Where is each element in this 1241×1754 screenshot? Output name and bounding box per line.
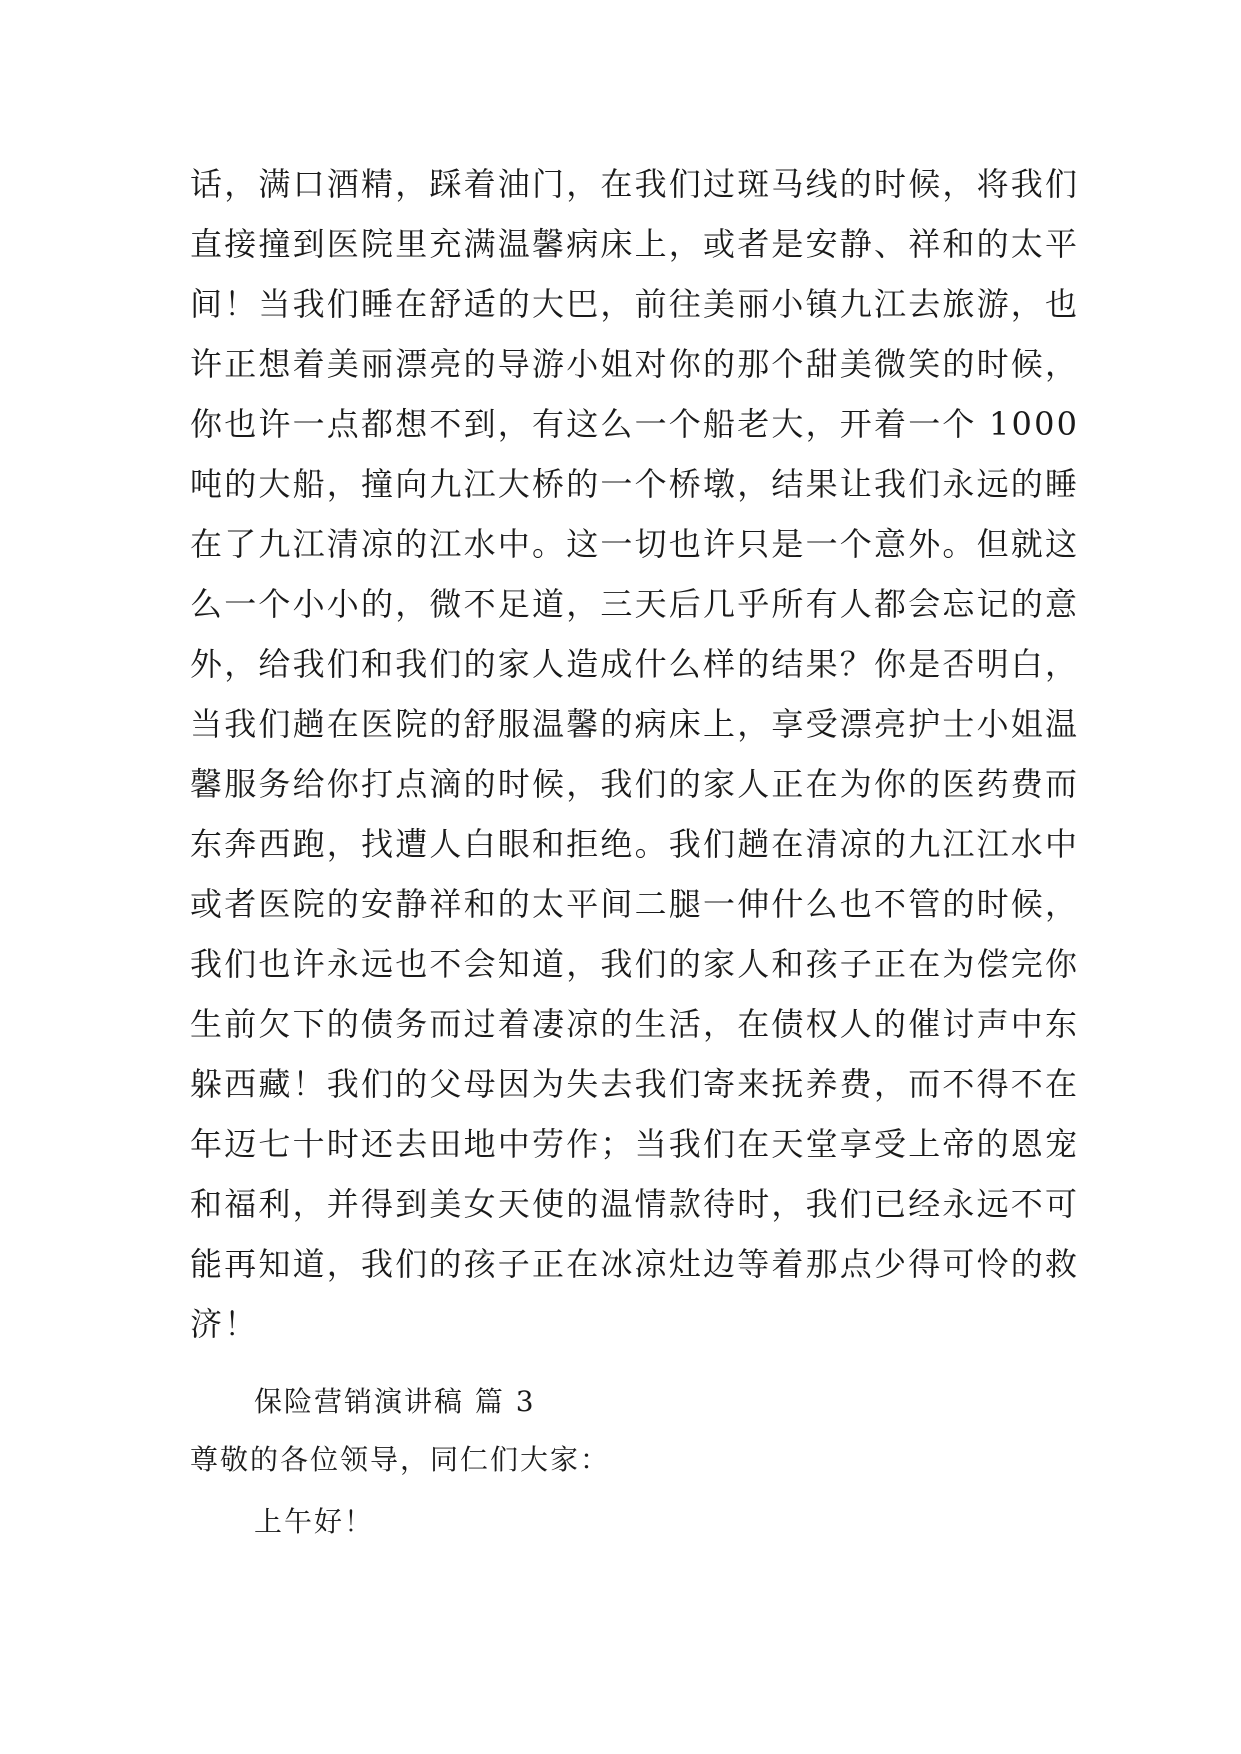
body-line: 躲西藏！我们的父母因为失去我们寄来抚养费，而不得不在 bbox=[190, 1065, 1080, 1103]
salutation: 尊敬的各位领导，同仁们大家： bbox=[190, 1443, 611, 1476]
body-line: 能再知道，我们的孩子正在冰凉灶边等着那点少得可怜的救 bbox=[190, 1245, 1080, 1283]
body-line: 吨的大船，撞向九江大桥的一个桥墩，结果让我们永远的睡 bbox=[190, 465, 1080, 503]
body-line: 么一个小小的，微不足道，三天后几乎所有人都会忘记的意 bbox=[190, 585, 1080, 623]
body-line: 馨服务给你打点滴的时候，我们的家人正在为你的医药费而 bbox=[190, 765, 1080, 803]
body-line: 东奔西跑，找遭人白眼和拒绝。我们趟在清凉的九江江水中 bbox=[190, 825, 1080, 863]
body-line: 年迈七十时还去田地中劳作；当我们在天堂享受上帝的恩宠 bbox=[190, 1125, 1080, 1163]
body-line: 直接撞到医院里充满温馨病床上，或者是安静、祥和的太平 bbox=[190, 225, 1080, 263]
body-line: 和福利，并得到美女天使的温情款待时，我们已经永远不可 bbox=[190, 1185, 1080, 1223]
body-line: 你也许一点都想不到，有这么一个船老大，开着一个 1000 bbox=[190, 405, 1080, 443]
body-line: 在了九江清凉的江水中。这一切也许只是一个意外。但就这 bbox=[190, 525, 1080, 563]
body-line: 我们也许永远也不会知道，我们的家人和孩子正在为偿完你 bbox=[190, 945, 1080, 983]
section-heading: 保险营销演讲稿 篇 3 bbox=[254, 1385, 536, 1418]
body-line: 当我们趟在医院的舒服温馨的病床上，享受漂亮护士小姐温 bbox=[190, 705, 1080, 743]
body-line: 外，给我们和我们的家人造成什么样的结果？你是否明白， bbox=[190, 645, 1080, 683]
greeting: 上午好！ bbox=[254, 1505, 375, 1538]
body-line: 话，满口酒精，踩着油门，在我们过斑马线的时候，将我们 bbox=[190, 165, 1080, 203]
body-line: 许正想着美丽漂亮的导游小姐对你的那个甜美微笑的时候， bbox=[190, 345, 1080, 383]
body-line: 生前欠下的债务而过着凄凉的生活，在债权人的催讨声中东 bbox=[190, 1005, 1080, 1043]
body-line: 济！ bbox=[190, 1305, 259, 1343]
body-line: 或者医院的安静祥和的太平间二腿一伸什么也不管的时候， bbox=[190, 885, 1080, 923]
body-line: 间！当我们睡在舒适的大巴，前往美丽小镇九江去旅游，也 bbox=[190, 285, 1080, 323]
